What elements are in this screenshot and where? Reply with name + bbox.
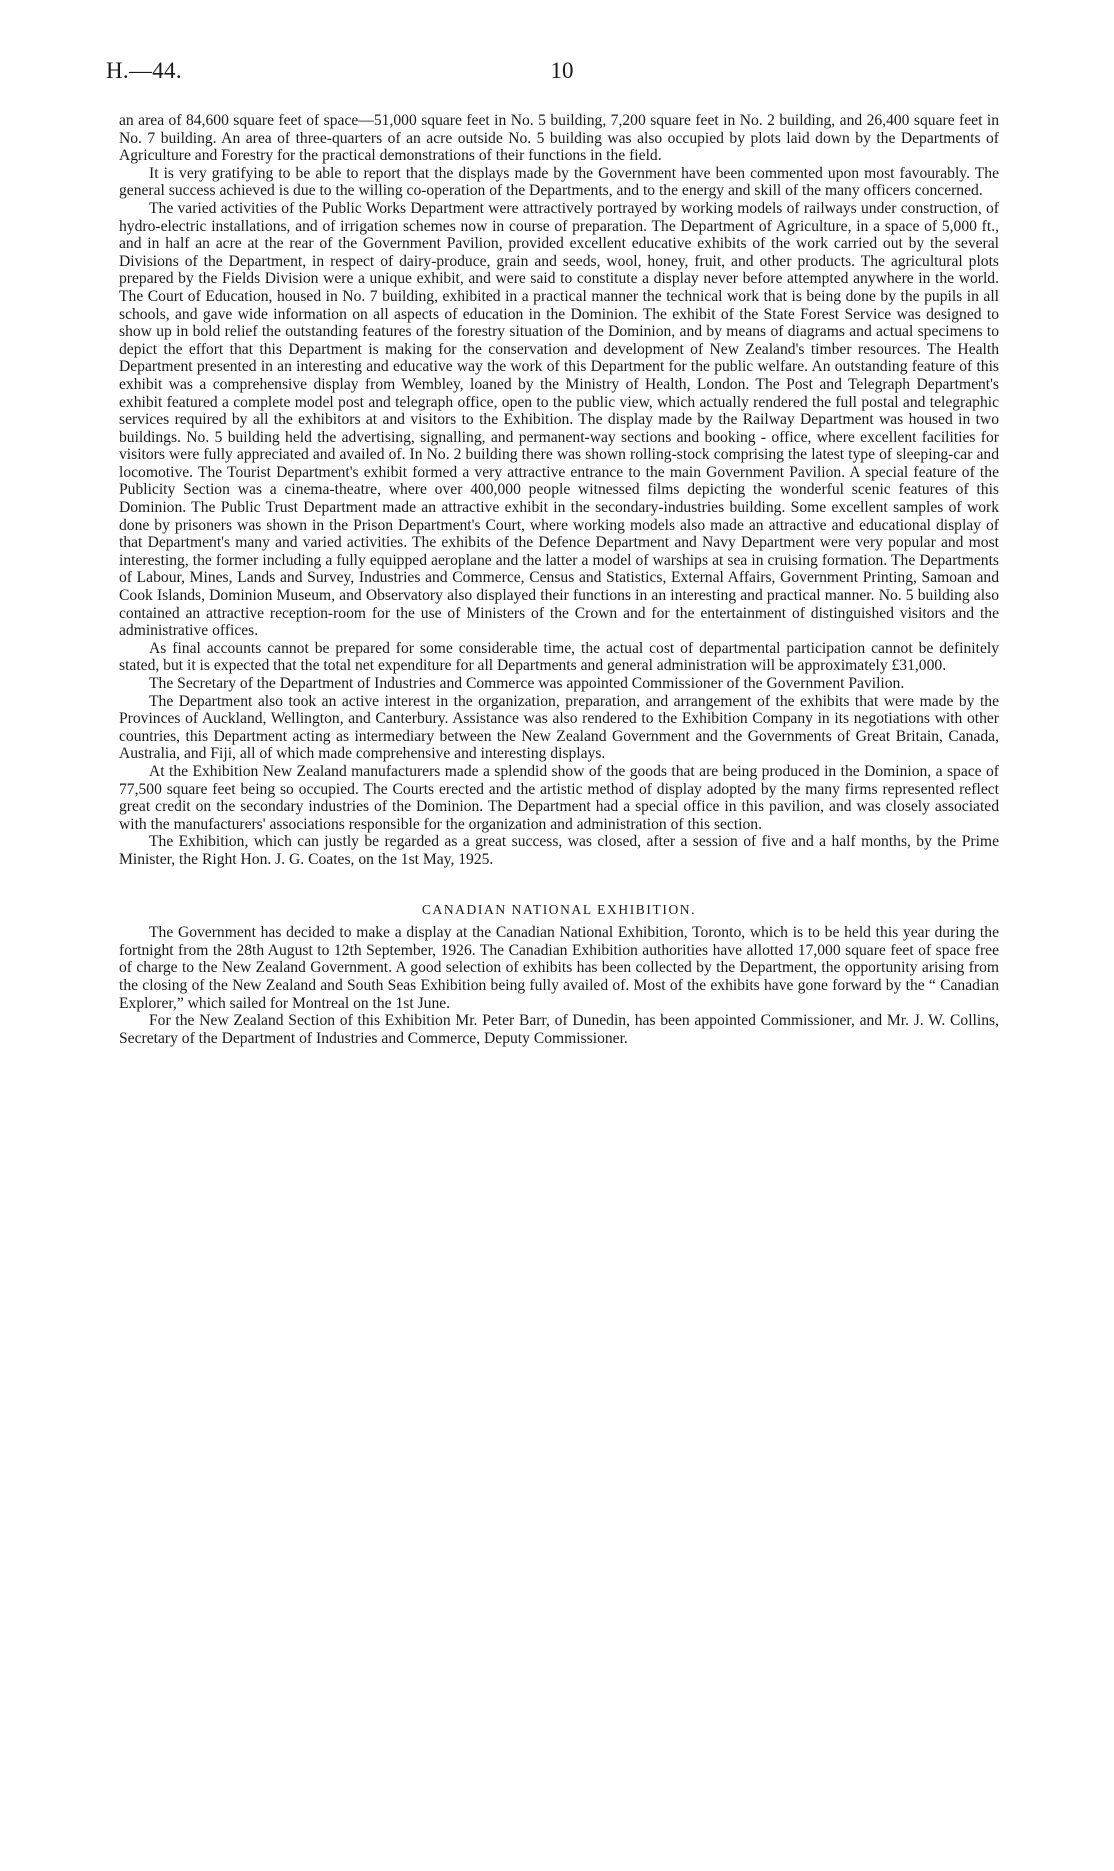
paragraph-provincial-exhibits: The Department also took an active interest in the organization, preparation, and arrangement of the exhibits that were made by the Provinces of Auckland, Wellington, and Canterbury. Assistance was also rendered to the Exhibition Company in its negotiations with other countries, this Department acting as intermediary between the New Zealand Government and the Governments of Great Britain, Canada, Australia, and Fiji, all of which made comprehensive and interesting displays. <box>119 692 999 763</box>
page-number: 10 <box>550 58 574 83</box>
paragraph-canadian-commissioner: For the New Zealand Section of this Exhibition Mr. Peter Barr, of Dunedin, has been appointed Commissioner, and Mr. J. W. Collins, Secretary of the Department of Industries and Commerce, Deputy Commissioner. <box>119 1012 999 1047</box>
paragraph-final-accounts: As final accounts cannot be prepared for some considerable time, the actual cost of departmental participation cannot be definitely stated, but it is expected that the total net expenditure for all Departments and general administration will be approximately £31,000. <box>119 639 999 675</box>
paragraph-canadian-display: The Government has decided to make a display at the Canadian National Exhibition, Toronto, which is to be held this year during the fortnight from the 28th August to 12th September, 1926. The Canadian Exhibition authorities have allotted 17,000 square feet of space free of charge to the New Zealand Government. A good selection of exhibits has been collected by the Department, the opportunity arising from the closing of the New Zealand and South Seas Exhibition being fully availed of. Most of the exhibits have gone forward by the “ Canadian Explorer,” which sailed for Montreal on the 1st June. <box>119 924 999 1012</box>
paragraph-continued: an area of 84,600 square feet of space—51,000 square feet in No. 5 building, 7,200 square feet in No. 2 building, and 26,400 square feet in No. 7 building. An area of three-quarters of an acre outside No. 5 building was also occupied by plots laid down by the Departments of Agriculture and Forestry for the practical demonstrations of their functions in the field. <box>119 112 999 165</box>
body-text <box>119 112 999 1047</box>
paragraph-manufacturers: At the Exhibition New Zealand manufacturers made a splendid show of the goods that are being produced in the Dominion, a space of 77,500 square feet being so occupied. The Courts erected and the artistic method of display adopted by the many firms represented reflect great credit on the secondary industries of the Dominion. The Department had a special office in this pavilion, and was closely associated with the manufacturers' associations responsible for the organization and administration of this section. <box>119 762 999 833</box>
paragraph-exhibition-closed: The Exhibition, which can justly be regarded as a great success, was closed, after a session of five and a half months, by the Prime Minister, the Right Hon. J. G. Coates, on the 1st May, 1925. <box>119 833 999 868</box>
document-reference: H.—44. <box>106 58 182 83</box>
paragraph-displays-favourable: It is very gratifying to be able to report that the displays made by the Government have been commented upon most favourably. The general success achieved is due to the willing co-operation of the Departments, and to the energy and skill of the many officers concerned. <box>119 164 999 200</box>
paragraph-department-exhibits: The varied activities of the Public Works Department were attractively portrayed by working models of railways under construction, of hydro-electric installations, and of irrigation schemes now in course of preparation. The Department of Agriculture, in a space of 5,000 ft., and in half an acre at the rear of the Government Pavilion, provided excellent educative exhibits of the work carried out by the several Divisions of the Department, in respect of dairy-produce, grain and seeds, wool, honey, fruit, and other products. The agricultural plots prepared by the Fields Division were a unique exhibit, and were said to constitute a display never before attempted anywhere in the world. The Court of Education, housed in No. 7 building, exhibited in a practical manner the technical work that is being done by the pupils in all schools, and gave wide information on all aspects of education in the Dominion. The exhibit of the State Forest Service was designed to show up in bold relief the outstanding features of the forestry situation of the Dominion, and by means of diagrams and actual specimens to depict the effort that this Department is making for the conservation and development of New Zealand's timber resources. The Health Department presented in an interesting and educative way the work of this Department for the public welfare. An outstanding feature of this exhibit was a comprehensive display from Wembley, loaned by the Ministry of Health, London. The Post and Telegraph Department's exhibit featured a complete model post and telegraph office, open to the public view, which actually rendered the full postal and telegraphic services required by all the exhibitors at and visitors to the Exhibition. The display made by the Railway Department was housed in two buildings. No. 5 building held the advertising, signalling, and permanent-way sections and booking - office, where excellent facilities for visitors were fully appreciated and availed of. In No. 2 building there was shown rolling-stock comprising the latest type of sleeping-car and locomotive. The Tourist Department's exhibit formed a very attractive entrance to the main Government Pavilion. A special feature of the Publicity Section was a cinema-theatre, where over 400,000 people witnessed films depicting the wonderful scenic features of this Dominion. The Public Trust Department made an attractive exhibit in the secondary-industries building. Some excellent samples of work done by prisoners was shown in the Prison Department's Court, where working models also made an attractive and educational display of that Department's many and varied activities. The exhibits of the Defence Department and Navy Department were very popular and most interesting, the former including a fully equipped aeroplane and the latter a model of warships at sea in cruising formation. The Departments of Labour, Mines, Lands and Survey, Industries and Commerce, Census and Statistics, External Affairs, Government Printing, Samoan and Cook Islands, Dominion Museum, and Observatory also displayed their functions in an interesting and practical manner. No. 5 building also contained an attractive reception-room for the use of Ministers of the Crown and for the entertainment of distinguished visitors and the administrative offices. <box>119 199 999 640</box>
section-heading-canadian-exhibition: CANADIAN NATIONAL EXHIBITION. <box>421 901 697 917</box>
running-header <box>106 58 1018 88</box>
paragraph-commissioner-appointment: The Secretary of the Department of Industries and Commerce was appointed Commissioner of the Government Pavilion. <box>149 675 905 692</box>
